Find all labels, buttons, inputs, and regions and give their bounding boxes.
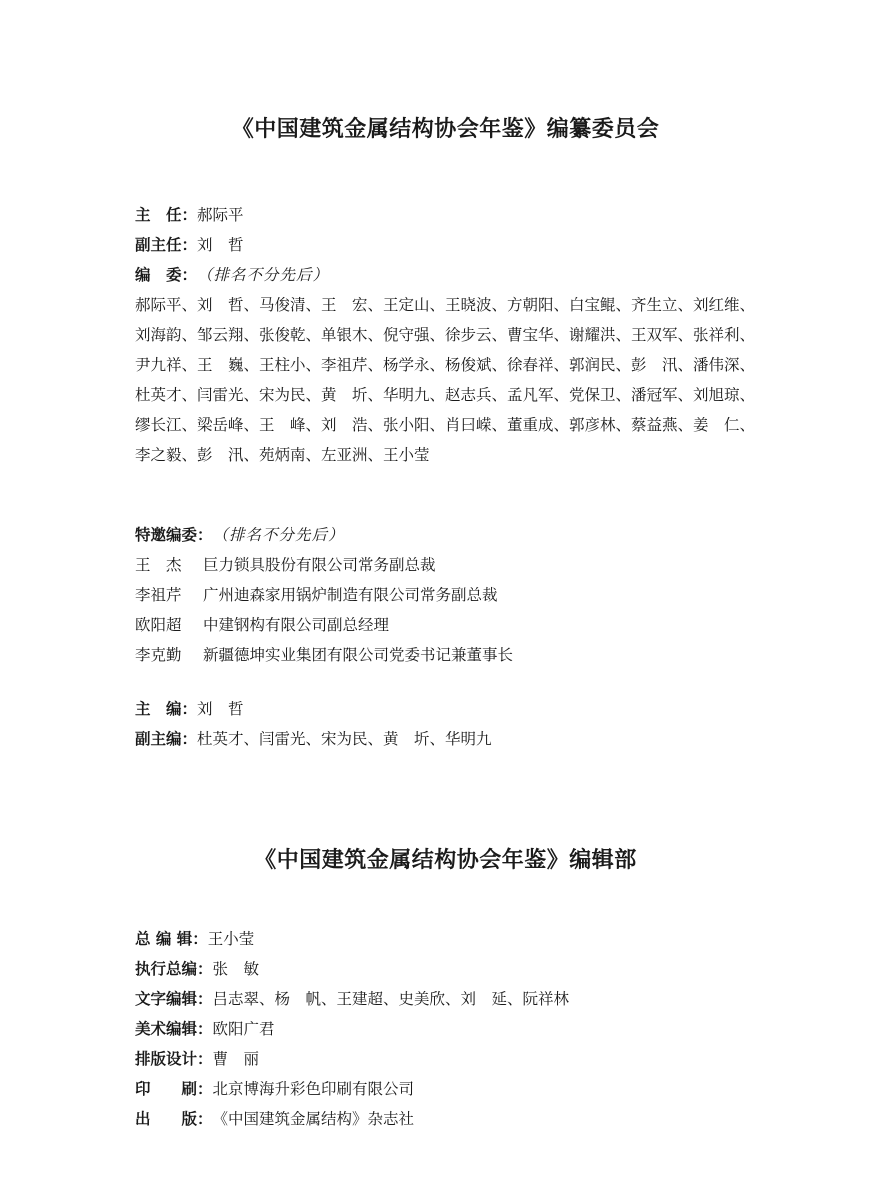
special-member — [135, 640, 775, 670]
chief-editor-row — [135, 694, 775, 724]
editorial-row — [135, 984, 775, 1014]
editorial-row — [135, 1104, 775, 1134]
editorial-value: 欧阳广君 — [212, 1020, 275, 1038]
members-label: 编 委： — [135, 265, 198, 284]
editorial-value: 曹 丽 — [212, 1050, 260, 1068]
deputy-chief-editor-value: 杜英才、闫雷光、宋为民、黄 圻、华明九 — [197, 730, 492, 748]
special-members-row — [135, 520, 775, 550]
editorial-value: 张 敏 — [212, 960, 260, 978]
special-member-title: 新疆德坤实业集团有限公司党委书记兼董事长 — [203, 646, 514, 664]
special-member-title: 中建钢构有限公司副总经理 — [203, 616, 390, 634]
editorial-label: 美术编辑： — [135, 1019, 213, 1038]
special-members-label: 特邀编委： — [135, 525, 213, 544]
editorial-value: 北京博海升彩色印刷有限公司 — [212, 1080, 415, 1098]
special-member-name: 欧阳超 — [135, 616, 182, 634]
special-members-note: （排名不分先后） — [212, 526, 345, 544]
special-member-name: 李克勤 — [135, 646, 182, 664]
editorial-label: 排版设计： — [135, 1049, 213, 1068]
members-row — [135, 260, 775, 290]
special-member-name: 李祖芹 — [135, 586, 182, 604]
committee-block — [135, 200, 775, 470]
chief-editor-block — [135, 694, 775, 754]
editorial-value: 吕志翠、杨 帆、王建超、史美欣、刘 延、阮祥林 — [212, 990, 570, 1008]
deputy-chief-editor-row — [135, 724, 775, 754]
deputy-director-row — [135, 230, 775, 260]
members-names: 郝际平、刘 哲、马俊清、王 宏、王定山、王晓波、方朝阳、白宝鲲、齐生立、刘红维、刘海韵、邹云翔、张俊乾、单银木、倪守强、徐步云、曹宝华、谢耀洪、王双军、张祥利、尹九祥、王 巍、王柱小、李祖芹、杨学永、杨俊斌、徐春祥、郭润民、彭 汛、潘伟深、杜英才、闫雷光、宋为民、黄 圻、华明九、赵志兵、孟凡军、党保卫、潘冠军、刘旭琼、缪长江、梁岳峰、王 峰、刘 浩、张小阳、肖曰嵘、董重成、郭彦林、蔡益燕、姜 仁、李之毅、彭 汛、苑炳南、左亚洲、王小莹 — [135, 296, 756, 464]
editorial-label: 执行总编： — [135, 959, 213, 978]
special-member — [135, 580, 775, 610]
editorial-label: 总 编 辑： — [135, 929, 208, 948]
editorial-row — [135, 1014, 775, 1044]
deputy-director-value: 刘 哲 — [197, 236, 244, 254]
special-member — [135, 550, 775, 580]
editorial-row — [135, 1074, 775, 1104]
special-member-name: 王 杰 — [135, 556, 182, 574]
director-label: 主 任： — [135, 205, 198, 224]
editorial-title: 《中国建筑金属结构协会年鉴》编辑部 — [254, 847, 637, 873]
chief-editor-value: 刘 哲 — [197, 700, 244, 718]
editorial-row — [135, 924, 775, 954]
special-members-block — [135, 520, 775, 670]
members-note: （排名不分先后） — [197, 266, 330, 284]
editorial-label: 出 版： — [135, 1109, 213, 1128]
editorial-row — [135, 1044, 775, 1074]
special-member-title: 巨力锁具股份有限公司常务副总裁 — [203, 556, 436, 574]
chief-editor-label: 主 编： — [135, 699, 198, 718]
director-row — [135, 200, 775, 230]
committee-title: 《中国建筑金属结构协会年鉴》编纂委员会 — [231, 116, 660, 142]
deputy-chief-editor-label: 副主编： — [135, 729, 198, 748]
deputy-director-label: 副主任： — [135, 235, 198, 254]
special-member — [135, 610, 775, 640]
director-value: 郝际平 — [197, 206, 244, 224]
special-member-title: 广州迪森家用锅炉制造有限公司常务副总裁 — [203, 586, 498, 604]
editorial-value: 《中国建筑金属结构》杂志社 — [212, 1110, 415, 1128]
editorial-label: 印 刷： — [135, 1079, 213, 1098]
editorial-row — [135, 954, 775, 984]
editorial-value: 王小莹 — [207, 930, 255, 948]
editorial-block — [135, 924, 775, 1134]
editorial-label: 文字编辑： — [135, 989, 213, 1008]
